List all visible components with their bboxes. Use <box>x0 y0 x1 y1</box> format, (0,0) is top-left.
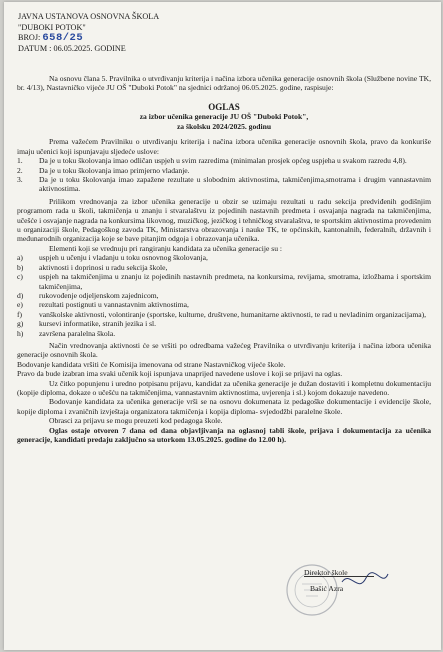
commission-paragraph: Bodovanje kandidata vršiti će Komisija imenovana od strane Nastavničkog vijeće škole. <box>17 359 286 369</box>
method-paragraph: Način vrednovanja aktivnosti će se vršiti po odredbama važećeg Pravilnika o utvrđivanju kriterija i načina izbora učenika generacije osnovnih škola. <box>17 340 431 360</box>
signature-scribble <box>342 573 388 584</box>
forms-paragraph: Obrasci za prijavu se mogu preuzeti kod pedagoga škole. <box>49 416 223 426</box>
list-item: d) rukovođenje odjeljenskom zajednicom, <box>17 290 159 300</box>
document-date: DATUM : 06.05.2025. GODINE <box>18 43 126 53</box>
announcement-subtitle <box>17 112 431 131</box>
criteria-intro: Prema važećem Pravilniku o utvrđivanju kriterija i načina izbora učenika generacije osnovnih škola, pravo da konkuriše imaju učenici koji ispunjavaju sljedeće uslove: <box>17 137 431 156</box>
intro-paragraph: Na osnovu člana 5. Pravilnika o utvrđivanju kriterija i načina izbora učenika generacije osnovnih škola (Službene novine TK, br. 4/13), Nastavničko vijeće JU OŠ "Duboki Potok" na sjednici održanoj 06.05.2025. godine, raspisuje: <box>17 74 431 93</box>
signature-line <box>304 576 374 577</box>
list-item: 3. Da je u toku školovanja imao zapažene rezultate u slobodnim aktivnostima, takmičenjima,smotrama i drugim vannastavnim aktivnostima. <box>17 175 431 194</box>
list-item: h) završena paralelna škola. <box>17 328 116 338</box>
list-item: 2. Da je u toku školovanja imao primjerno vladanje. <box>17 165 190 175</box>
list-item: c) uspjeh na takmičenjima u znanju iz pojedinih nastavnih predmeta, na konkursima, revijama, smotrama, izložbama i sportskim takmičenjima, <box>17 272 431 291</box>
document-body <box>17 74 431 444</box>
scoring-paragraph: Bodovanje kandidata za učenika generacije vrši se na osnovu dokumenata iz pedagoške dokumentacije i evidencije škole, kopije diploma i zvaničnih izvještaja organizatora takmičenja i kopija diploma- svjedodžbi paralelne škole. <box>17 397 431 416</box>
list-item: g) kursevi informatike, stranih jezika i sl. <box>17 319 157 329</box>
subtitle-line-2: za školsku 2024/2025. godinu <box>176 121 272 131</box>
list-item: b) aktivnosti i doprinosi u radu sekcija škole, <box>17 262 168 272</box>
conditions-list <box>17 156 431 194</box>
deadline-paragraph: Oglas ostaje otvoren 7 dana od dana objavljivanja na oglasnoj tabli škole, prijava i dokumentacija za učenika generacije, kandidati predaju zaključno sa utorkom 13.05.2025. godine do 12.00 h). <box>17 425 431 444</box>
elements-intro: Elementi koji se vrednuju pri rangiranju kandidata za učenika generacije su : <box>49 243 282 253</box>
institution-name: JAVNA USTANOVA OSNOVNA ŠKOLA <box>18 12 160 21</box>
broj-label: BROJ: <box>18 33 41 43</box>
elements-list <box>17 253 431 338</box>
application-paragraph: Uz čitko popunjenu i uredno potpisanu prijavu, kandidat za učenika generacije je dužan dostaviti i kompletnu dokumentaciju (kopije diploma, dokaze o učešću na takmičenjima, vannastavnim aktivnostima, uvjerenja i sl.) kojom dokazuje navedeno. <box>17 378 431 397</box>
document-header <box>18 12 159 54</box>
evaluation-paragraph: Prilikom vrednovanja za izbor učenika generacije u obzir se uzimaju rezultati u radu sekcija predviđenih godišnjim programom rada u školi, takmičenja u znanju i stvaralaštvu iz pojedinih nastavnih predmeta i osvajanja nagrada na takmičenjima, učešće i osvajanje nagrada na konkursima likovnog, muzičkog, jezičkog i tehničkog stvaralaštva, te sportskim aktivnostima provedenim u organizaciji škole, Pedagoškog zavoda TK, Ministarstva obrazovanja i nauke TK, te općinskih, kantonalnih, federalnih, državnih i međunarodnih organizacija koje se bave pitanjim odgoja i obrazovanja učenika. <box>17 196 431 244</box>
signature-name: Bašić Azra <box>310 584 344 593</box>
broj-handwritten-value: 658/25 <box>42 32 84 45</box>
document-page <box>4 2 441 650</box>
list-item: f) vanškolske aktivnosti, volontiranje (sportske, kulturne, društvene, humanitarne aktivnosti, te rad u nevladinim organizacijama), <box>17 309 427 319</box>
list-item: e) rezultati postignuti u vannastavnim aktivnostima, <box>17 300 189 310</box>
school-name: "DUBOKI POTOK" <box>18 22 86 32</box>
eligibility-paragraph: Pravo da bude izabran ima svaki učenik koji ispunjava unaprijed navedene uslove i koji se prijavi na oglas. <box>17 369 343 379</box>
subtitle-line-1: za izbor učenika generacije JU OŠ "Duboki Potok", <box>139 112 309 122</box>
signature-role: Direktor škole <box>304 568 348 577</box>
list-item: a) uspjeh u učenju i vladanju u toku osnovnog školovanja, <box>17 253 208 263</box>
announcement-title: OGLAS <box>208 101 240 112</box>
list-item: 1. Da je u toku školovanja imao odličan uspjeh u svim razredima (minimalan prosjek općeg uspjeha u svakom razredu 4,8). <box>17 156 407 166</box>
reference-number <box>18 33 159 44</box>
